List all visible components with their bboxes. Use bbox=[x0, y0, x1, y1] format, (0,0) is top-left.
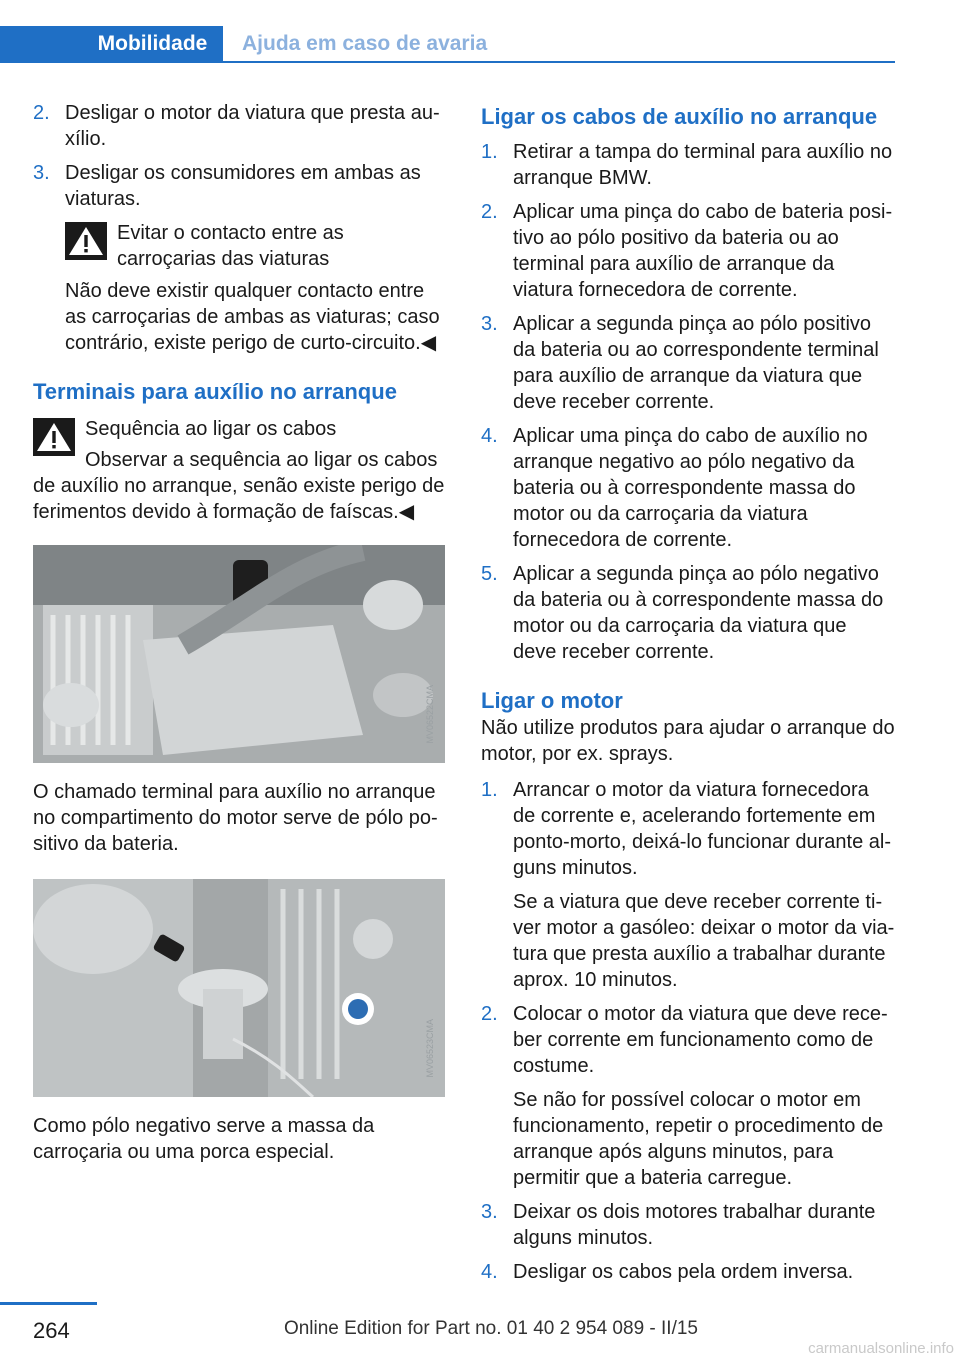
step-text: Aplicar uma pinça do cabo de auxílio no arranque negativo ao pólo negativo da bateria ou à correspondente massa do motor ou da carroçaria da viatura fornecedora de corrente. bbox=[513, 425, 868, 551]
step-item bbox=[481, 1199, 895, 1251]
engine-photo-negative-ground bbox=[33, 879, 445, 1097]
step-number: 2. bbox=[481, 201, 498, 223]
step-item bbox=[481, 1259, 895, 1285]
warning-block bbox=[65, 220, 445, 272]
warning-icon bbox=[65, 222, 107, 260]
step-number: 4. bbox=[481, 1261, 498, 1283]
section-heading: Ligar o motor bbox=[481, 688, 623, 713]
step-note: Se não for possível colocar o motor em funcionamento, repetir o procedimento de arranque após alguns minutos, para permitir que a bateria carregue. bbox=[513, 1089, 884, 1189]
engine-photo-positive-terminal bbox=[33, 545, 445, 763]
engine-bay-image bbox=[33, 879, 445, 1097]
step-item bbox=[481, 423, 895, 553]
step-number: 3. bbox=[481, 1201, 498, 1223]
steps-list bbox=[481, 777, 895, 1285]
header-rule bbox=[0, 61, 895, 63]
section-heading: Terminais para auxílio no arranque bbox=[33, 379, 397, 404]
step-number: 5. bbox=[481, 563, 498, 585]
warning-body: Não deve existir qualquer contacto entre as carroçarias de ambas as viaturas; caso contrário, existe perigo de curto-circuito.◀ bbox=[65, 280, 440, 354]
edition-text: Online Edition for Part no. 01 40 2 954 089 - II/15 bbox=[283, 1318, 698, 1339]
image-code: MV06522CMA bbox=[425, 685, 435, 744]
step-text: Aplicar uma pinça do cabo de bateria positivo ao pólo positivo da bateria ou ao terminal para auxílio de arranque da viatura fornecedora de corrente. bbox=[513, 201, 893, 301]
tab-ajuda-avaria[interactable]: Ajuda em caso de avaria bbox=[223, 26, 895, 61]
step-number: 3. bbox=[481, 313, 498, 335]
warning-icon bbox=[33, 418, 75, 456]
step-note: Se a viatura que deve receber corrente tiver motor a gasóleo: deixar o motor da viatura que presta auxílio a trabalhar durante aprox. 10 minutos. bbox=[513, 891, 895, 991]
step-item bbox=[481, 139, 895, 191]
step-number: 4. bbox=[481, 425, 498, 447]
step-text: Aplicar a segunda pinça ao pólo negativo da bateria ou à correspondente massa do motor ou da carroçaria da viatura que deve receber corrente. bbox=[513, 563, 884, 663]
footer-rule bbox=[0, 1302, 97, 1305]
page-number: 264 bbox=[33, 1318, 70, 1343]
right-column bbox=[481, 100, 895, 1293]
step-item bbox=[481, 777, 895, 993]
warning-line: Observar a sequência ao ligar os cabos bbox=[85, 449, 438, 471]
steps-list bbox=[481, 139, 895, 665]
step-text: Aplicar a segunda pinça ao pólo positivo da bateria ou ao correspondente terminal para auxílio de arranque da viatura que deve receber corrente. bbox=[513, 313, 879, 413]
site-watermark: carmanualsonline.info bbox=[808, 1340, 954, 1357]
step-number: 3. bbox=[33, 162, 50, 184]
step-item bbox=[481, 199, 895, 303]
warning-body: de auxílio no arranque, senão existe perigo de ferimentos devido à formação de faíscas.◀ bbox=[33, 475, 445, 523]
step-text: Desligar os cabos pela ordem inversa. bbox=[513, 1261, 854, 1283]
step-text: Colocar o motor da viatura que deve receber corrente em funcionamento como de costume. bbox=[513, 1003, 888, 1077]
warning-title: Sequência ao ligar os cabos bbox=[85, 418, 337, 440]
page-header bbox=[0, 0, 960, 62]
step-text: Retirar a tampa do terminal para auxílio no arranque BMW. bbox=[513, 141, 893, 189]
step-text: Deixar os dois motores trabalhar durante alguns minutos. bbox=[513, 1201, 876, 1249]
step-item bbox=[481, 561, 895, 665]
step-text: Arrancar o motor da viatura fornecedora de corrente e, acelerando fortemente em ponto-morto, deixá-lo funcionar durante alguns minutos. bbox=[513, 779, 891, 879]
step-number: 1. bbox=[481, 779, 498, 801]
warning-title: Evitar o contacto entre as carroçarias das viaturas bbox=[117, 222, 344, 270]
step-item bbox=[481, 1001, 895, 1191]
tab-mobilidade[interactable]: Mobilidade bbox=[82, 26, 223, 61]
step-item bbox=[33, 160, 445, 356]
header-accent-block bbox=[0, 26, 82, 61]
caption: Como pólo negativo serve a massa da carroçaria ou uma porca especial. bbox=[33, 1115, 375, 1163]
step-number: 1. bbox=[481, 141, 498, 163]
left-column bbox=[33, 100, 445, 1165]
intro-text: Não utilize produtos para ajudar o arranque do motor, por ex. sprays. bbox=[481, 717, 895, 765]
image-code: MV06523CMA bbox=[425, 1019, 435, 1078]
step-item bbox=[481, 311, 895, 415]
step-text: Desligar os consumidores em ambas as viaturas. bbox=[65, 162, 421, 210]
step-item bbox=[33, 100, 445, 152]
section-heading: Ligar os cabos de auxílio no arranque bbox=[481, 104, 878, 129]
step-text: Desligar o motor da viatura que presta auxílio. bbox=[65, 102, 440, 150]
step-number: 2. bbox=[481, 1003, 498, 1025]
engine-bay-image bbox=[33, 545, 445, 763]
caption: O chamado terminal para auxílio no arranque no compartimento do motor serve de pólo positivo da bateria. bbox=[33, 781, 438, 855]
warning-block bbox=[33, 416, 445, 473]
step-number: 2. bbox=[33, 102, 50, 124]
